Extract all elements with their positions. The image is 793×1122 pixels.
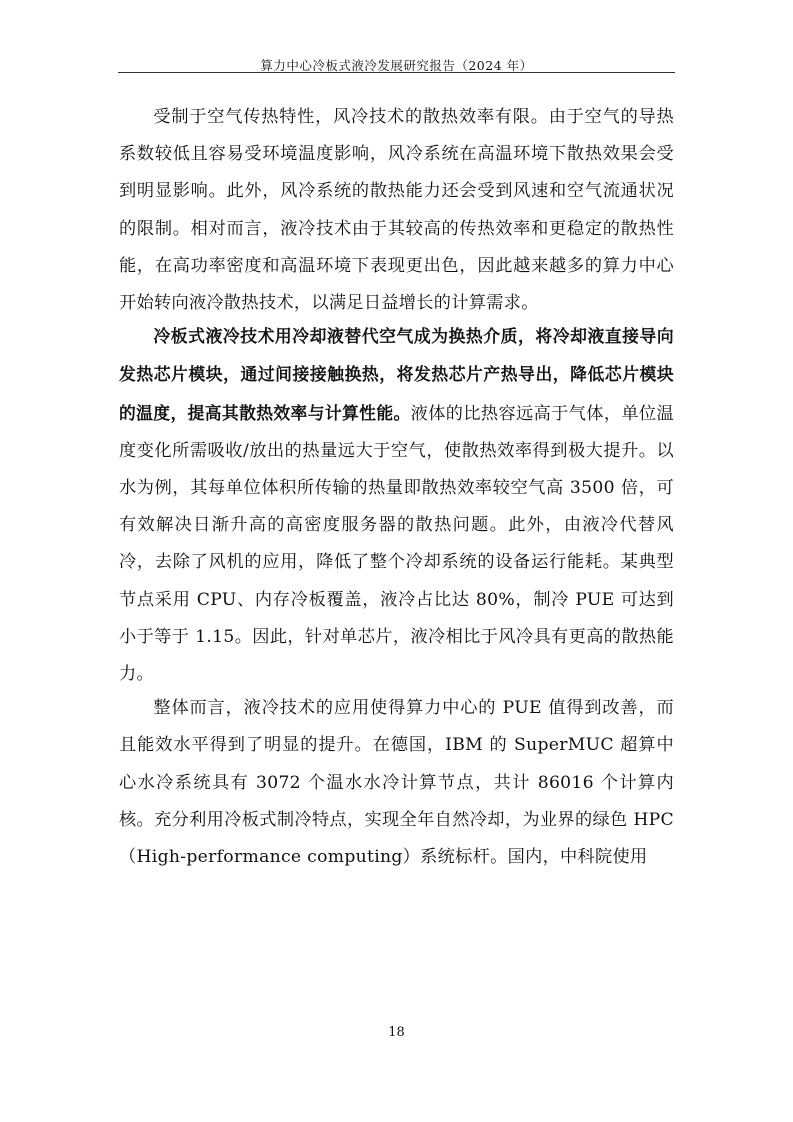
document-body <box>119 98 674 876</box>
paragraph-text: 液体的比热容远高于气体，单位温度变化所需吸收/放出的热量远大于空气，使散热效率得到极大提升。以水为例，其每单位体积所传输的热量即散热效率较空气高 3500 倍，可有效解决日渐升高的高密度服务器的散热问题。此外，由液冷代替风冷，去除了风机的应用，降低了整个冷却系统的设备运行能耗。某典型节点采用 CPU、内存冷板覆盖，液冷占比达 80%，制冷 PUE 可达到小于等于 1.15。因此，针对单芯片，液冷相比于风冷具有更高的散热能力。 <box>119 403 674 685</box>
paragraph-text: 整体而言，液冷技术的应用使得算力中心的 PUE 值得到改善，而且能效水平得到了明显的提升。在德国，IBM 的 SuperMUC 超算中心水冷系统具有 3072 个温水水冷计算节点，共计 86016 个计算内核。充分利用冷板式制冷特点，实现全年自然冷却，为业界的绿色 HPC（High-performance computing）系统标杆。国内，中科院使用 <box>119 698 674 868</box>
header-divider <box>118 72 675 73</box>
page-number: 18 <box>388 1025 405 1040</box>
paragraph-cold-plate-liquid-cooling <box>119 318 674 693</box>
paragraph-bold-lead: 冷板式液冷技术用冷却液替代空气成为换热介质，将冷却液直接导向发热芯片模块，通过间接接触换热，将发热芯片产热导出，降低芯片模块的温度，提高其散热效率与计算性能。 <box>119 326 674 423</box>
paragraph-air-cooling-limits <box>119 98 674 322</box>
paragraph-text: 受制于空气传热特性，风冷技术的散热效率有限。由于空气的导热系数较低且容易受环境温度影响，风冷系统在高温环境下散热效果会受到明显影响。此外，风冷系统的散热能力还会受到风速和空气流通状况的限制。相对而言，液冷技术由于其较高的传热效率和更稳定的散热性能，在高功率密度和高温环境下表现更出色，因此越来越多的算力中心开始转向液冷散热技术，以满足日益增长的计算需求。 <box>119 107 674 314</box>
running-header: 算力中心冷板式液冷发展研究报告（2024 年） <box>260 58 533 73</box>
paragraph-pue-improvement <box>119 689 674 876</box>
